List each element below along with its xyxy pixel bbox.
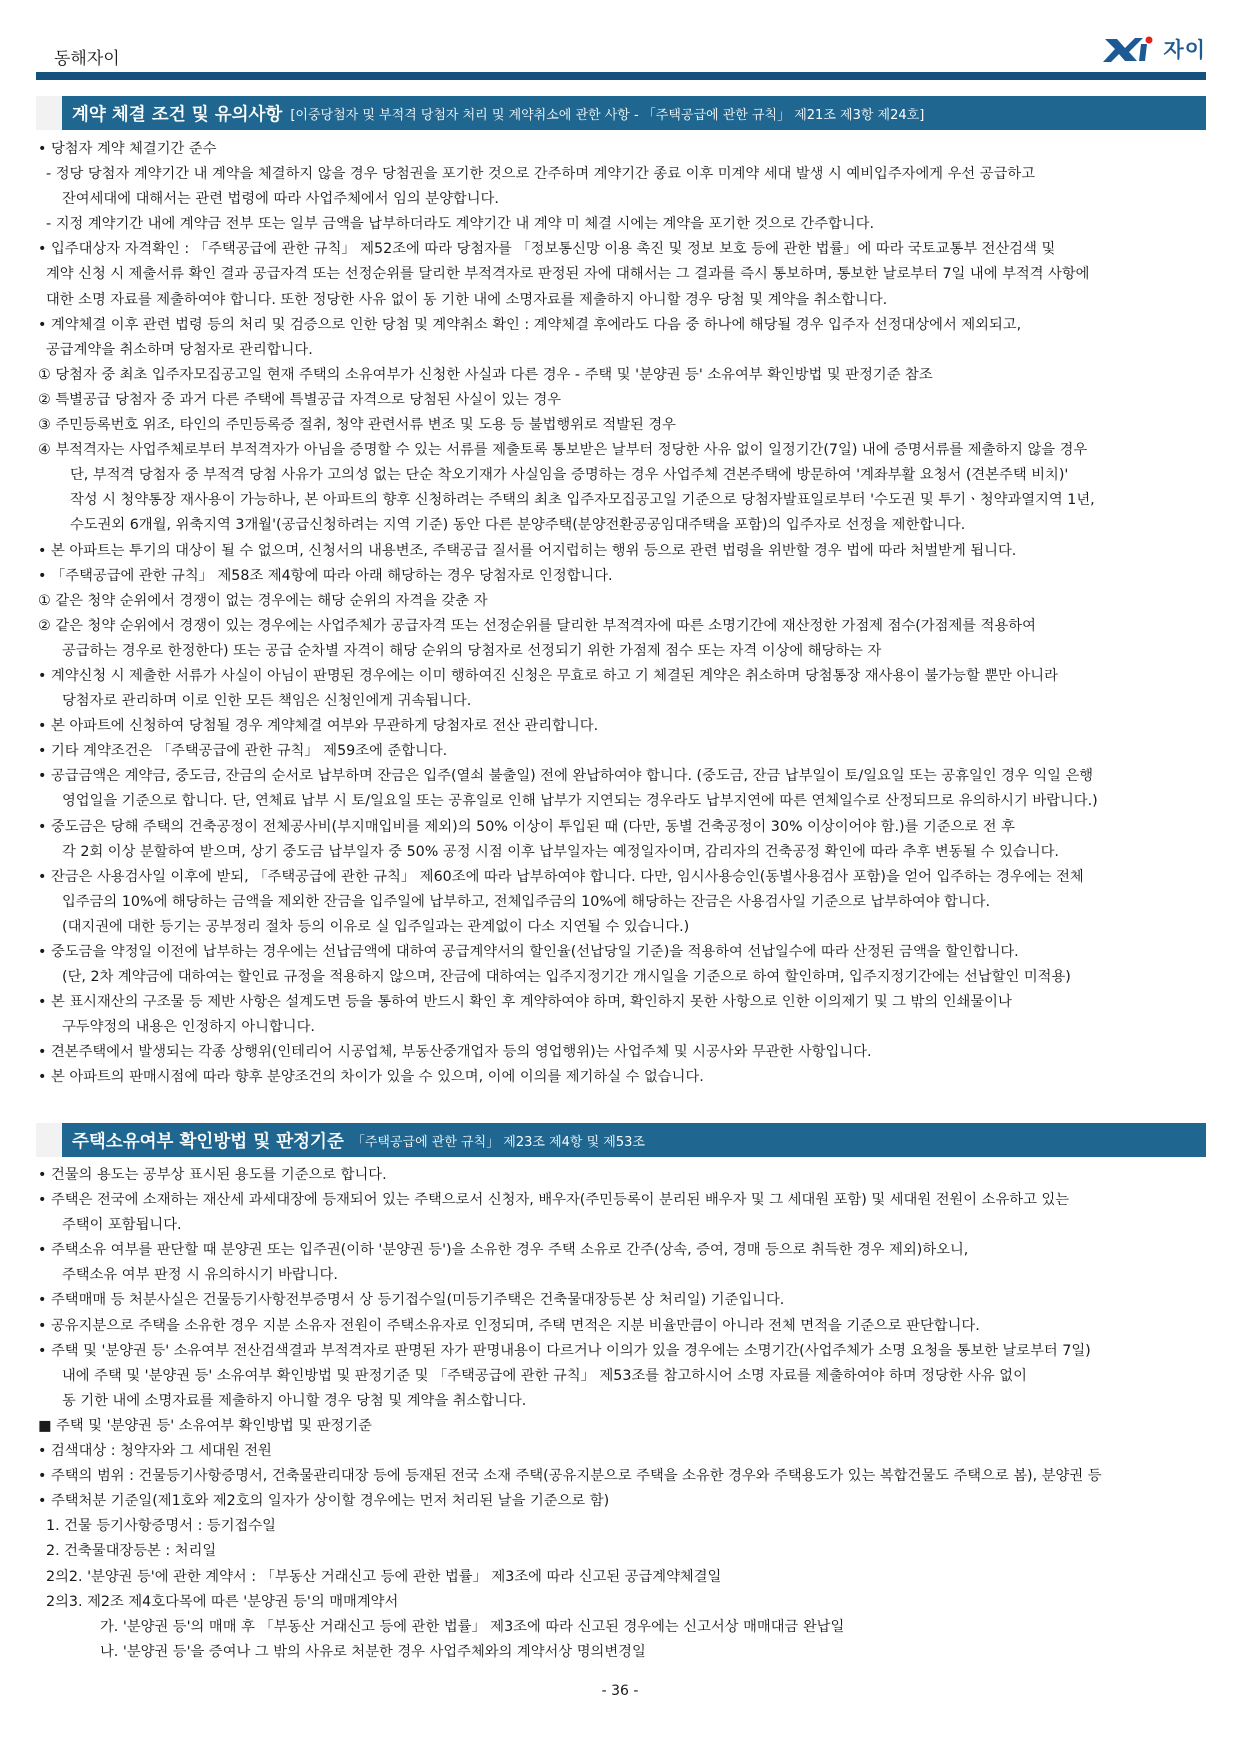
text-line: ① 당첨자 중 최초 입주자모집공고일 현재 주택의 소유여부가 신청한 사실과 다른 경우 - 주택 및 '분양권 등' 소유여부 확인방법 및 판정기준 참조	[38, 366, 933, 383]
text-line: 1. 건물 등기사항증명서 : 등기접수일	[46, 1518, 276, 1535]
text-line: 영업일을 기준으로 합니다. 단, 연체료 납부 시 토/일요일 또는 공휴일로 인해 납부가 지연되는 경우라도 납부지연에 따른 연체일수로 산정되므로 유의하시기 바랍니다.)	[62, 793, 1098, 810]
ownership-criteria-body	[38, 1163, 1208, 1665]
text-line: • 주택 및 '분양권 등' 소유여부 전산검색결과 부적격자로 판명된 자가 판명내용이 다르거나 이의가 있을 경우에는 소명기간(사업주체가 소명 요청을 통보한 날로부터 7일)	[38, 1342, 1091, 1359]
text-line: • 「주택공급에 관한 규칙」 제58조 제4항에 따라 아래 해당하는 경우 당첨자로 인정합니다.	[38, 567, 613, 584]
logo-text: 자이	[1163, 38, 1206, 62]
text-line: 각 2회 이상 분할하여 받으며, 상기 중도금 납부일자 중 50% 공정 시점 이후 납부일자는 예정일자이며, 감리자의 건축공정 확인에 따라 추후 변동될 수 있습니다.	[62, 843, 1059, 860]
text-line: • 중도금을 약정일 이전에 납부하는 경우에는 선납금액에 대하여 공급계약서의 할인율(선납당일 기준)을 적용하여 선납일수에 따라 산정된 금액을 할인합니다.	[38, 944, 1019, 960]
text-line: • 중도금은 당해 주택의 건축공정이 전체공사비(부지매입비를 제외)의 50% 이상이 투입된 때 (다만, 동별 건축공정이 30% 이상이어야 함.)를 기준으로 전 후	[38, 818, 1015, 835]
text-line: • 본 표시재산의 구조물 등 제반 사항은 설계도면 등을 통하여 반드시 확인 후 계약하여야 하며, 확인하지 못한 사항으로 인한 이의제기 및 그 밖의 인쇄물이나	[38, 994, 1012, 1011]
text-line: 2의2. '분양권 등'에 관한 계약서 : 「부동산 거래신고 등에 관한 법률」 제3조에 따라 신고된 공급계약체결일	[46, 1568, 722, 1585]
text-line: 내에 주택 및 '분양권 등' 소유여부 확인방법 및 판정기준 및 「주택공급에 관한 규칙」 제53조를 참고하시어 소명 자료를 제출하여야 하며 정당한 사유 없이	[62, 1367, 1027, 1384]
text-line: 동 기한 내에 소명자료를 제출하지 아니할 경우 당첨 및 계약을 취소합니다.	[62, 1392, 527, 1409]
text-line: - 정당 당첨자 계약기간 내 계약을 체결하지 않을 경우 당첨권을 포기한 것으로 간주하며 계약기간 종료 이후 미계약 세대 발생 시 예비입주자에게 우선 공급하고	[46, 166, 1036, 183]
text-line: 단, 부적격 당첨자 중 부적격 당첨 사유가 고의성 없는 단순 착오기재가 사실임을 증명하는 경우 사업주체 견본주택에 방문하여 '계좌부활 요청서 (견본주택 비치)'	[70, 467, 1069, 484]
text-line: 공급하는 경우로 한정한다) 또는 공급 순차별 자격이 해당 순위의 당첨자로 선정되기 위한 가점제 점수 또는 자격 이상에 해당하는 자	[62, 642, 882, 659]
text-line: • 공급금액은 계약금, 중도금, 잔금의 순서로 납부하며 잔금은 입주(열쇠 불출일) 전에 완납하여야 합니다. (중도금, 잔금 납부일이 토/일요일 또는 공휴일인 경우 익일 은행	[38, 768, 1094, 785]
text-line: 2. 건축물대장등본 : 처리일	[46, 1543, 217, 1560]
section-header-ownership-criteria	[36, 1123, 1206, 1157]
text-line: • 건물의 용도는 공부상 표시된 용도를 기준으로 합니다.	[38, 1167, 387, 1183]
contract-conditions-body	[38, 137, 1208, 1091]
xi-logo-mark-icon	[1101, 34, 1159, 64]
text-line: (단, 2차 계약금에 대하여는 할인료 규정을 적용하지 않으며, 잔금에 대하여는 입주지정기간 개시일을 기준으로 하여 할인하며, 입주지정기간에는 선납할인 미적용)	[62, 969, 1071, 986]
text-line: • 기타 계약조건은 「주택공급에 관한 규칙」 제59조에 준합니다.	[38, 743, 448, 760]
section-reference: 「주택공급에 관한 규칙」 제23조 제4항 및 제53조	[351, 1134, 645, 1150]
text-line: • 입주대상자 자격확인 : 「주택공급에 관한 규칙」 제52조에 따라 당첨자를 「정보통신망 이용 촉진 및 정보 보호 등에 관한 법률」에 따라 국토교통부 전산검색 및	[38, 241, 1056, 258]
text-line: • 주택처분 기준일(제1호와 제2호의 일자가 상이할 경우에는 먼저 처리된 날을 기준으로 함)	[38, 1493, 610, 1510]
text-line: ④ 부적격자는 사업주체로부터 부적격자가 아님을 증명할 수 있는 서류를 제출토록 통보받은 날부터 정당한 사유 없이 일정기간(7일) 내에 증명서류를 제출하지 않을 경우	[38, 442, 1088, 459]
text-line: ② 특별공급 당첨자 중 과거 다른 주택에 특별공급 자격으로 당첨된 사실이 있는 경우	[38, 391, 562, 408]
text-line: 수도권외 6개월, 위축지역 3개월'(공급신청하려는 지역 기준) 동안 다른 분양주택(분양전환공공임대주택을 포함)의 입주자로 선정을 제한합니다.	[70, 517, 966, 534]
text-line: 공급계약을 취소하며 당첨자로 관리합니다.	[46, 341, 313, 358]
xi-logo	[1101, 34, 1206, 64]
page-header	[36, 30, 1206, 74]
text-line: 주택이 포함됩니다.	[62, 1217, 182, 1234]
text-line: • 본 아파트의 판매시점에 따라 향후 분양조건의 차이가 있을 수 있으며, 이에 이의를 제기하실 수 없습니다.	[38, 1069, 704, 1086]
text-line: • 주택은 전국에 소재하는 재산세 과세대장에 등재되어 있는 주택으로서 신청자, 배우자(주민등록이 분리된 배우자 및 그 세대원 포함) 및 세대원 전원이 소유하고 있는	[38, 1192, 1070, 1209]
header-rule	[36, 72, 1206, 80]
section-title: 주택소유여부 확인방법 및 판정기준	[72, 1131, 344, 1152]
text-line: • 주택매매 등 처분사실은 건물등기사항전부증명서 상 등기접수일(미등기주택은 건축물대장등본 상 처리일) 기준입니다.	[38, 1292, 785, 1309]
brand-name: 동해자이	[54, 49, 120, 69]
text-line: 계약 신청 시 제출서류 확인 결과 공급자격 또는 선정순위를 달리한 부적격자로 판정된 자에 대해서는 그 결과를 즉시 통보하며, 통보한 날로부터 7일 내에 부적격 사항에	[46, 266, 1090, 283]
text-line: • 본 아파트는 투기의 대상이 될 수 없으며, 신청서의 내용변조, 주택공급 질서를 어지럽히는 행위 등으로 관련 법령을 위반할 경우 법에 따라 처벌받게 됩니다.	[38, 542, 1017, 559]
section-title: 계약 체결 조건 및 유의사항	[72, 104, 283, 125]
text-line: 입주금의 10%에 해당하는 금액을 제외한 잔금을 입주일에 납부하고, 전체입주금의 10%에 해당하는 잔금은 사용검사일 기준으로 납부하여야 합니다.	[62, 893, 991, 910]
text-line: • 견본주택에서 발생되는 각종 상행위(인테리어 시공업체, 부동산중개업자 등의 영업행위)는 사업주체 및 시공사와 무관한 사항입니다.	[38, 1044, 872, 1061]
text-line: • 주택의 범위 : 건물등기사항증명서, 건축물관리대장 등에 등재된 전국 소재 주택(공유지분으로 주택을 소유한 경우와 주택용도가 있는 복합건물도 주택으로 봄), 분양권 등	[38, 1468, 1102, 1485]
text-line: ② 같은 청약 순위에서 경쟁이 있는 경우에는 사업주체가 공급자격 또는 선정순위를 달리한 부적격자에 따른 소명기간에 재산정한 가점제 점수(가점제를 적용하여	[38, 617, 1036, 634]
text-line: • 계약신청 시 제출한 서류가 사실이 아님이 판명된 경우에는 이미 행하여진 신청은 무효로 하고 기 체결된 계약은 취소하며 당첨통장 재사용이 불가능할 뿐만 아니라	[38, 667, 1058, 684]
text-line: ■ 주택 및 '분양권 등' 소유여부 확인방법 및 판정기준	[38, 1417, 372, 1434]
text-line: 구두약정의 내용은 인정하지 아니합니다.	[62, 1019, 315, 1036]
text-line: 잔여세대에 대해서는 관련 법령에 따라 사업주체에서 임의 분양합니다.	[62, 191, 499, 208]
section-reference: [이중당첨자 및 부적격 당첨자 처리 및 계약취소에 관한 사항 - 「주택공급에 관한 규칙」 제21조 제3항 제24호]	[290, 107, 925, 123]
text-line: 가. '분양권 등'의 매매 후 「부동산 거래신고 등에 관한 법률」 제3조에 따라 신고된 경우에는 신고서상 매매대금 완납일	[100, 1618, 845, 1635]
text-line: • 본 아파트에 신청하여 당첨될 경우 계약체결 여부와 무관하게 당첨자로 전산 관리합니다.	[38, 718, 599, 735]
page-number: - 36 -	[601, 1683, 639, 1699]
text-line: ③ 주민등록번호 위조, 타인의 주민등록증 절취, 청약 관련서류 변조 및 도용 등 불법행위로 적발된 경우	[38, 417, 676, 434]
text-line: 작성 시 청약통장 재사용이 가능하나, 본 아파트의 향후 신청하려는 주택의 최초 입주자모집공고일 기준으로 당첨자발표일로부터 '수도권 및 투기ㆍ청약과열지역 1년,	[70, 492, 1095, 509]
text-line: • 공유지분으로 주택을 소유한 경우 지분 소유자 전원이 주택소유자로 인정되며, 주택 면적은 지분 비율만큼이 아니라 전체 면적을 기준으로 판단합니다.	[38, 1317, 980, 1334]
text-line: 당첨자로 관리하며 이로 인한 모든 책임은 신청인에게 귀속됩니다.	[62, 693, 472, 710]
text-line: - 지정 계약기간 내에 계약금 전부 또는 일부 금액을 납부하더라도 계약기간 내 계약 미 체결 시에는 계약을 포기한 것으로 간주합니다.	[46, 216, 875, 233]
text-line: (대지권에 대한 등기는 공부정리 절차 등의 이유로 실 입주일과는 관계없이 다소 지연될 수 있습니다.)	[62, 918, 690, 935]
text-line: • 검색대상 : 청약자와 그 세대원 전원	[38, 1443, 272, 1460]
text-line: • 계약체결 이후 관련 법령 등의 처리 및 검증으로 인한 당첨 및 계약취소 확인 : 계약체결 후에라도 다음 중 하나에 해당될 경우 입주자 선정대상에서 제외되고,	[38, 316, 1022, 333]
text-line: 2의3. 제2조 제4호다목에 따른 '분양권 등'의 매매계약서	[46, 1593, 399, 1610]
text-line: • 당첨자 계약 체결기간 준수	[38, 141, 217, 157]
text-line: 나. '분양권 등'을 증여나 그 밖의 사유로 처분한 경우 사업주체와의 계약서상 명의변경일	[100, 1643, 646, 1660]
section-header-contract-conditions	[36, 96, 1206, 130]
text-line: • 주택소유 여부를 판단할 때 분양권 또는 입주권(이하 '분양권 등')을 소유한 경우 주택 소유로 간주(상속, 증여, 경매 등으로 취득한 경우 제외)하오니,	[38, 1242, 969, 1259]
text-line: • 잔금은 사용검사일 이후에 받되, 「주택공급에 관한 규칙」 제60조에 따라 납부하여야 합니다. 다만, 임시사용승인(동별사용검사 포함)을 얻어 입주하는 경우에는 전체	[38, 868, 1084, 885]
text-line: ① 같은 청약 순위에서 경쟁이 없는 경우에는 해당 순위의 자격을 갖춘 자	[38, 592, 488, 609]
text-line: 주택소유 여부 판정 시 유의하시기 바랍니다.	[62, 1267, 338, 1284]
text-line: 대한 소명 자료를 제출하여야 합니다. 또한 정당한 사유 없이 동 기한 내에 소명자료를 제출하지 아니할 경우 당첨 및 계약을 취소합니다.	[46, 291, 888, 308]
